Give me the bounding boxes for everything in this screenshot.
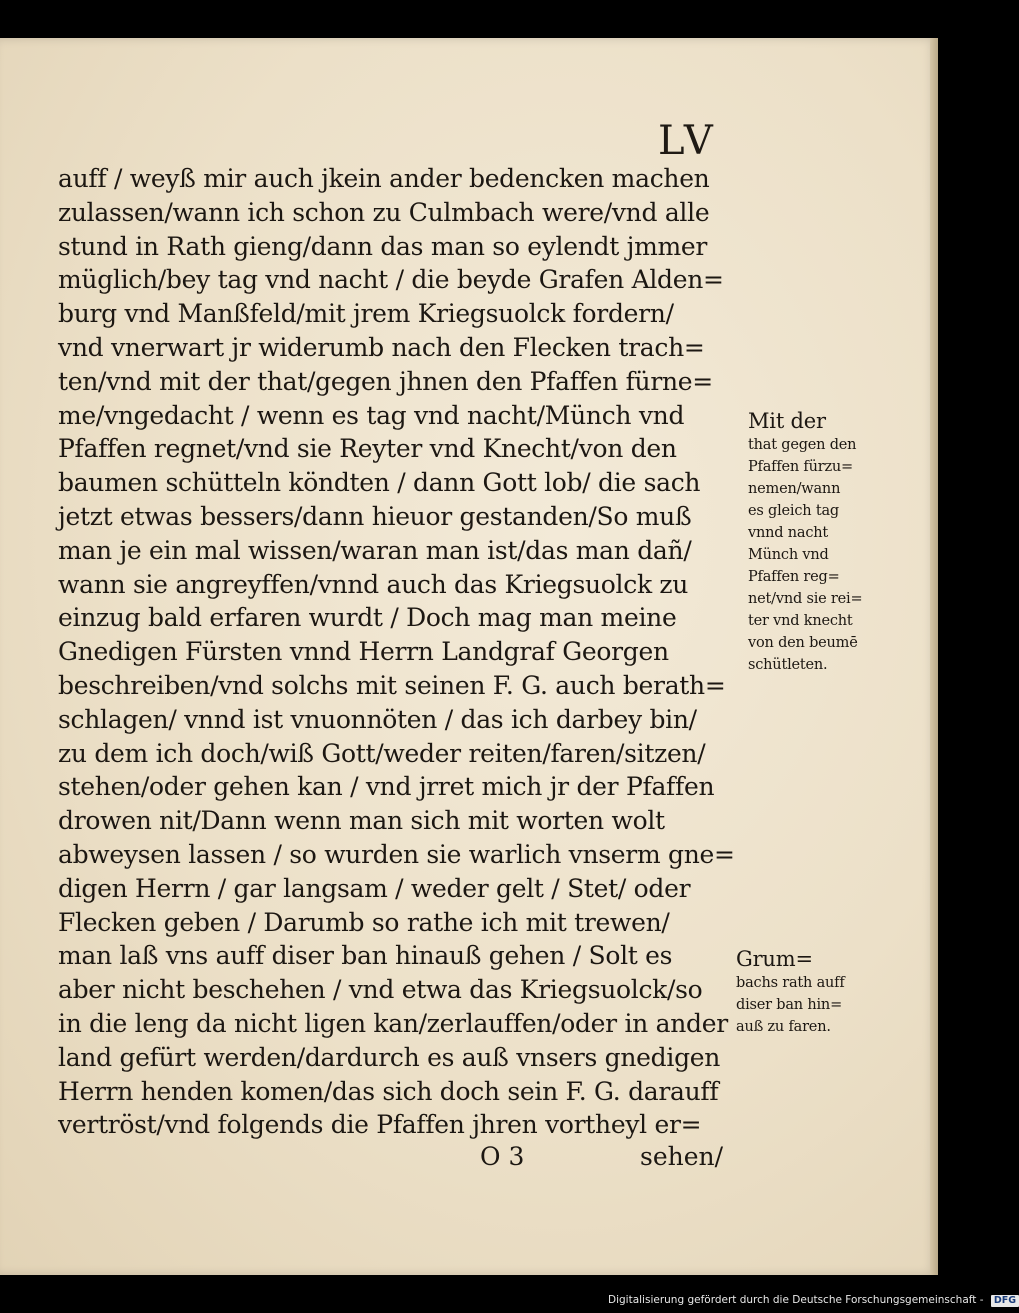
text-line: müglich/bey tag vnd nacht / die beyde Grafen Alden= (58, 265, 724, 295)
marginal-line: von den beumē (748, 635, 858, 651)
text-line: me/vngedacht / wenn es tag vnd nacht/Münch vnd (58, 400, 685, 430)
text-line: vnd vnerwart jr widerumb nach den Flecken trach= (58, 332, 705, 362)
text-line: baumen schütteln köndten / dann Gott lob/ die sach (58, 468, 701, 498)
body-text (58, 162, 735, 1142)
text-line: stund in Rath gieng/dann das man so eylendt jmmer (58, 231, 708, 261)
text-line: abweysen lassen / so wurden sie warlich vnserm gne= (58, 839, 735, 869)
marginal-line: Pfaffen reg= (748, 569, 840, 585)
marginal-line: Mit der (748, 409, 826, 433)
text-line: ten/vnd mit der that/gegen jhnen den Pfaffen fürne= (58, 366, 713, 396)
text-line: aber nicht beschehen / vnd etwa das Kriegsuolck/so (58, 975, 703, 1005)
text-line: beschreiben/vnd solchs mit seinen F. G. auch berath= (58, 670, 726, 700)
page-edge (930, 38, 938, 1275)
marginal-line: that gegen den (748, 437, 857, 453)
marginal-note-2 (736, 946, 845, 1038)
marginal-line: vnnd nacht (748, 525, 829, 541)
dfg-logo: DFG (991, 1295, 1019, 1307)
text-line: burg vnd Manßfeld/mit jrem Kriegsuolck fordern/ (58, 299, 674, 329)
marginal-line: Grum= (736, 947, 813, 971)
text-line: vertröst/vnd folgends die Pfaffen jhren vortheyl er= (58, 1110, 702, 1140)
text-line: Gnedigen Fürsten vnnd Herrn Landgraf Georgen (58, 637, 669, 667)
marginal-line: ter vnd knecht (748, 613, 853, 629)
signature-mark: O 3 (480, 1142, 525, 1171)
text-line: man je ein mal wissen/waran man ist/das man dañ/ (58, 535, 692, 565)
text-line: digen Herrn / gar langsam / weder gelt / Stet/ oder (58, 873, 691, 903)
marginal-line: es gleich tag (748, 503, 839, 519)
marginal-line: Münch vnd (748, 547, 829, 563)
text-line: zulassen/wann ich schon zu Culmbach were/vnd alle (58, 197, 710, 227)
text-line: auff / weyß mir auch jkein ander bedencken machen (58, 164, 710, 193)
text-line: in die leng da nicht ligen kan/zerlauffen/oder in ander (58, 1008, 728, 1038)
marginal-line: auß zu faren. (736, 1019, 831, 1035)
marginal-line: nemen/wann (748, 481, 841, 497)
text-line: einzug bald erfaren wurdt / Doch mag man meine (58, 603, 677, 633)
footer-credit (608, 1294, 1019, 1307)
marginal-line: net/vnd sie rei= (748, 591, 863, 607)
footer-text: Digitalisierung gefördert durch die Deutsche Forschungsgemeinschaft - (608, 1294, 984, 1306)
text-line: wann sie angreyffen/vnnd auch das Kriegsuolck zu (58, 569, 689, 599)
marginal-line: Pfaffen fürzu= (748, 459, 853, 475)
text-line: Pfaffen regnet/vnd sie Reyter vnd Knecht/von den (58, 434, 677, 464)
text-line: jetzt etwas bessers/dann hieuor gestanden/So muß (58, 501, 692, 531)
text-line: land gefürt werden/dardurch es auß vnsers gnedigen (58, 1042, 721, 1072)
marginal-note-1 (748, 408, 862, 676)
text-line: Herrn henden komen/das sich doch sein F. G. darauff (58, 1076, 719, 1106)
marginal-line: schütleten. (748, 657, 828, 673)
folio-number: LV (658, 118, 717, 164)
marginal-line: diser ban hin= (736, 997, 843, 1013)
catchword: sehen/ (640, 1142, 724, 1171)
text-line: zu dem ich doch/wiß Gott/weder reiten/faren/sitzen/ (58, 738, 706, 768)
marginal-line: bachs rath auff (736, 975, 845, 991)
text-line: schlagen/ vnnd ist vnuonnöten / das ich darbey bin/ (58, 704, 697, 734)
text-line: drowen nit/Dann wenn man sich mit worten wolt (58, 806, 665, 836)
text-line: Flecken geben / Darumb so rathe ich mit trewen/ (58, 907, 670, 937)
text-line: stehen/oder gehen kan / vnd jrret mich jr der Pfaffen (58, 772, 715, 802)
text-line: man laß vns auff diser ban hinauß gehen / Solt es (58, 941, 673, 971)
